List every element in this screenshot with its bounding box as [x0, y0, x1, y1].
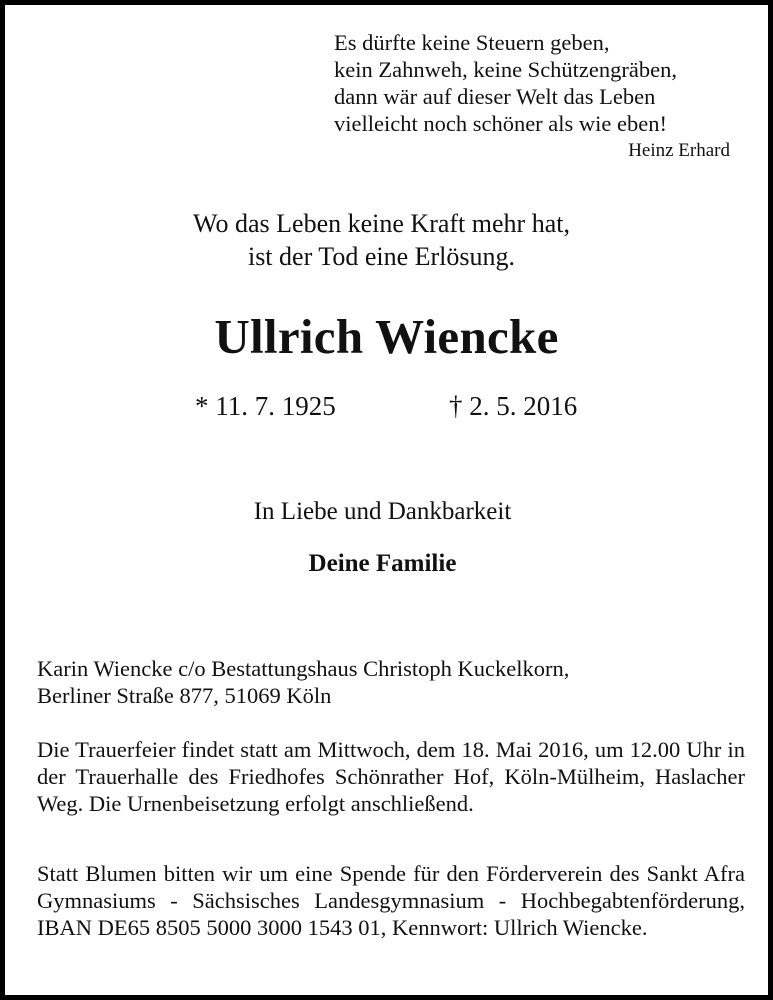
birth-date: * 11. 7. 1925: [195, 391, 336, 421]
epigraph-line: vielleicht noch schöner als wie eben!: [334, 111, 667, 136]
address-line-2: Berliner Straße 877, 51069 Köln: [37, 683, 332, 708]
contact-address: [37, 655, 749, 709]
epigraph-line: dann wär auf dieser Welt das Leben: [334, 84, 656, 109]
dedication: In Liebe und Dankbarkeit: [253, 498, 512, 525]
deceased-name: Ullrich Wiencke: [214, 309, 559, 364]
motto: [5, 207, 768, 273]
family-signature: Deine Familie: [308, 550, 457, 577]
motto-line-1: Wo das Leben keine Kraft mehr hat,: [193, 209, 570, 238]
motto-line-2: ist der Tod eine Erlösung.: [247, 242, 516, 271]
donation-request: Statt Blumen bitten wir um eine Spende für den Förderverein des Sankt Afra Gymnasiums - Sächsisches Landesgymnasium - Hochbegabtenförderung, IBAN DE65 8505 5000 3000 1543 01, Kennwort: Ullrich Wiencke.: [37, 861, 745, 940]
death-date: † 2. 5. 2016: [449, 391, 578, 421]
epigraph-line: Es dürfte keine Steuern geben,: [334, 30, 610, 55]
epigraph-line: kein Zahnweh, keine Schützengräben,: [334, 57, 677, 82]
epigraph-poem: [334, 29, 744, 163]
ceremony-details: Die Trauerfeier findet statt am Mittwoch, dem 18. Mai 2016, um 12.00 Uhr in der Trauerhalle des Friedhofes Schönrather Hof, Köln-Mülheim, Haslacher Weg. Die Urnenbeisetzung erfolgt anschließend.: [37, 737, 745, 816]
address-line-1: Karin Wiencke c/o Bestattungshaus Christoph Kuckelkorn,: [37, 656, 570, 681]
epigraph-author: Heinz Erhard: [628, 140, 730, 161]
